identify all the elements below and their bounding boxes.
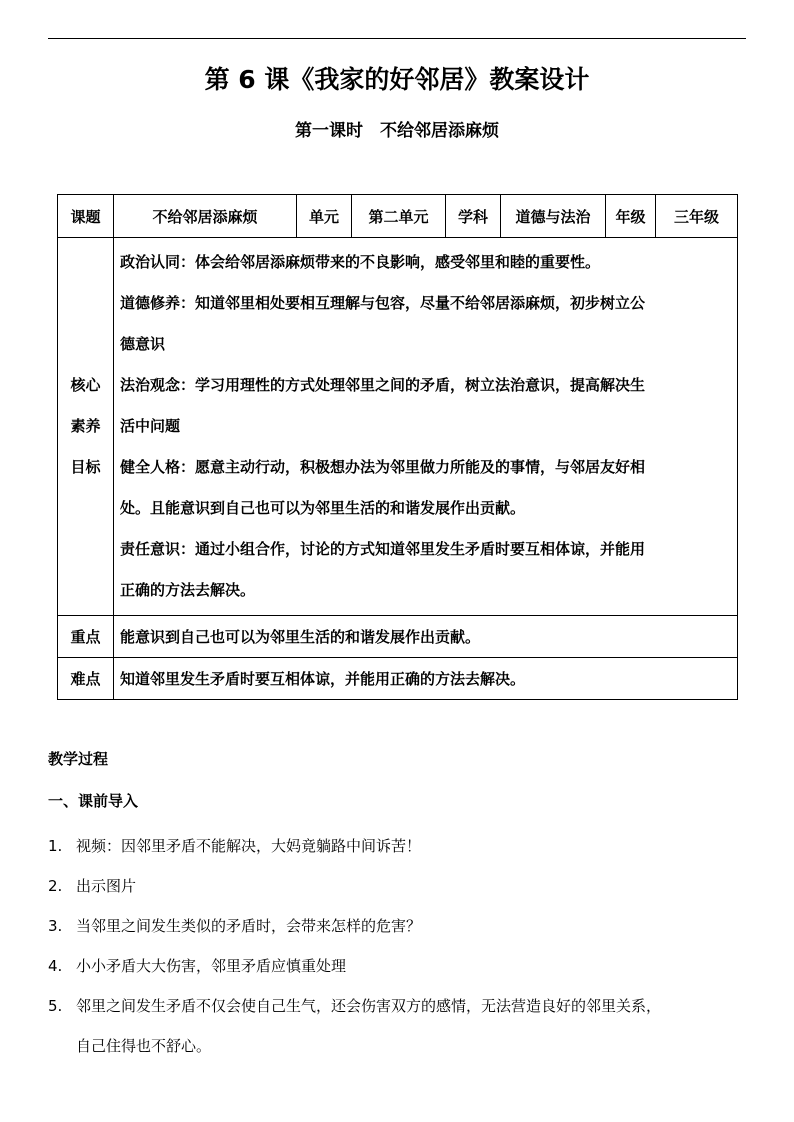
subject-value: 道德与法治 bbox=[501, 195, 606, 238]
goal-moral-cont: 德意识 bbox=[120, 335, 166, 353]
list-number: 4. bbox=[48, 957, 63, 975]
list-item bbox=[48, 986, 748, 1066]
list-number: 3. bbox=[48, 917, 63, 935]
goal-legal: 法治观念：学习用理性的方式处理邻里之间的矛盾，树立法治意识，提高解决生 bbox=[120, 376, 646, 394]
list-item bbox=[48, 866, 748, 906]
header-rule bbox=[48, 38, 746, 39]
goals-label-cell bbox=[58, 238, 114, 616]
list-text bbox=[76, 986, 748, 1066]
goals-label-line: 目标 bbox=[70, 458, 101, 476]
list-item bbox=[48, 826, 748, 866]
goals-content-cell bbox=[114, 238, 738, 616]
list-text-line: 邻里之间发生矛盾不仅会使自己生气，还会伤害双方的感情，无法营造良好的邻里关系， bbox=[76, 997, 662, 1015]
goal-responsibility-cont: 正确的方法去解决。 bbox=[120, 581, 256, 599]
document-title: 第 6 课《我家的好邻居》教案设计 bbox=[204, 65, 590, 94]
subject-label: 学科 bbox=[446, 195, 501, 238]
list-item bbox=[48, 906, 748, 946]
list-number: 5. bbox=[48, 997, 63, 1015]
steps-list bbox=[48, 826, 748, 1066]
goal-moral: 道德修养：知道邻里相处要相互理解与包容，尽量不给邻居添麻烦，初步树立公 bbox=[120, 294, 646, 312]
process-heading: 教学过程 bbox=[48, 750, 109, 768]
list-text: 小小矛盾大大伤害，邻里矛盾应慎重处理 bbox=[76, 957, 347, 975]
grade-label: 年级 bbox=[606, 195, 656, 238]
list-item bbox=[48, 946, 748, 986]
key-point-label: 重点 bbox=[58, 616, 114, 658]
list-text: 视频：因邻里矛盾不能解决，大妈竟躺路中间诉苦！ bbox=[76, 837, 422, 855]
lesson-plan-table bbox=[57, 194, 738, 700]
unit-label: 单元 bbox=[297, 195, 352, 238]
key-point-text: 能意识到自己也可以为邻里生活的和谐发展作出贡献。 bbox=[114, 616, 738, 658]
lesson-value: 不给邻居添麻烦 bbox=[114, 195, 297, 238]
goals-row bbox=[58, 238, 738, 616]
difficult-point-label: 难点 bbox=[58, 658, 114, 700]
goal-personality: 健全人格：愿意主动行动，积极想办法为邻里做力所能及的事情，与邻居友好相 bbox=[120, 458, 646, 476]
difficult-point-text: 知道邻里发生矛盾时要互相体谅，并能用正确的方法去解决。 bbox=[114, 658, 738, 700]
grade-value: 三年级 bbox=[656, 195, 738, 238]
list-text-line: 自己住得也不舒心。 bbox=[76, 1037, 212, 1055]
list-number: 2. bbox=[48, 877, 63, 895]
unit-value: 第二单元 bbox=[352, 195, 446, 238]
table-header-row bbox=[58, 195, 738, 238]
goals-label-line: 核心 bbox=[70, 376, 101, 394]
goal-political: 政治认同：体会给邻居添麻烦带来的不良影响，感受邻里和睦的重要性。 bbox=[120, 253, 601, 271]
goal-personality-cont: 处。且能意识到自己也可以为邻里生活的和谐发展作出贡献。 bbox=[120, 499, 526, 517]
lesson-label: 课题 bbox=[58, 195, 114, 238]
list-text: 当邻里之间发生类似的矛盾时，会带来怎样的危害？ bbox=[76, 917, 422, 935]
key-point-row bbox=[58, 616, 738, 658]
document-subtitle: 第一课时 不给邻居添麻烦 bbox=[295, 121, 499, 141]
goal-responsibility: 责任意识：通过小组合作，讨论的方式知道邻里发生矛盾时要互相体谅，并能用 bbox=[120, 540, 646, 558]
difficult-point-row bbox=[58, 658, 738, 700]
list-number: 1. bbox=[48, 837, 63, 855]
goals-label-line: 素养 bbox=[70, 417, 101, 435]
goal-legal-cont: 活中问题 bbox=[120, 417, 181, 435]
section1-heading: 一、课前导入 bbox=[48, 792, 139, 810]
list-text: 出示图片 bbox=[76, 877, 137, 895]
